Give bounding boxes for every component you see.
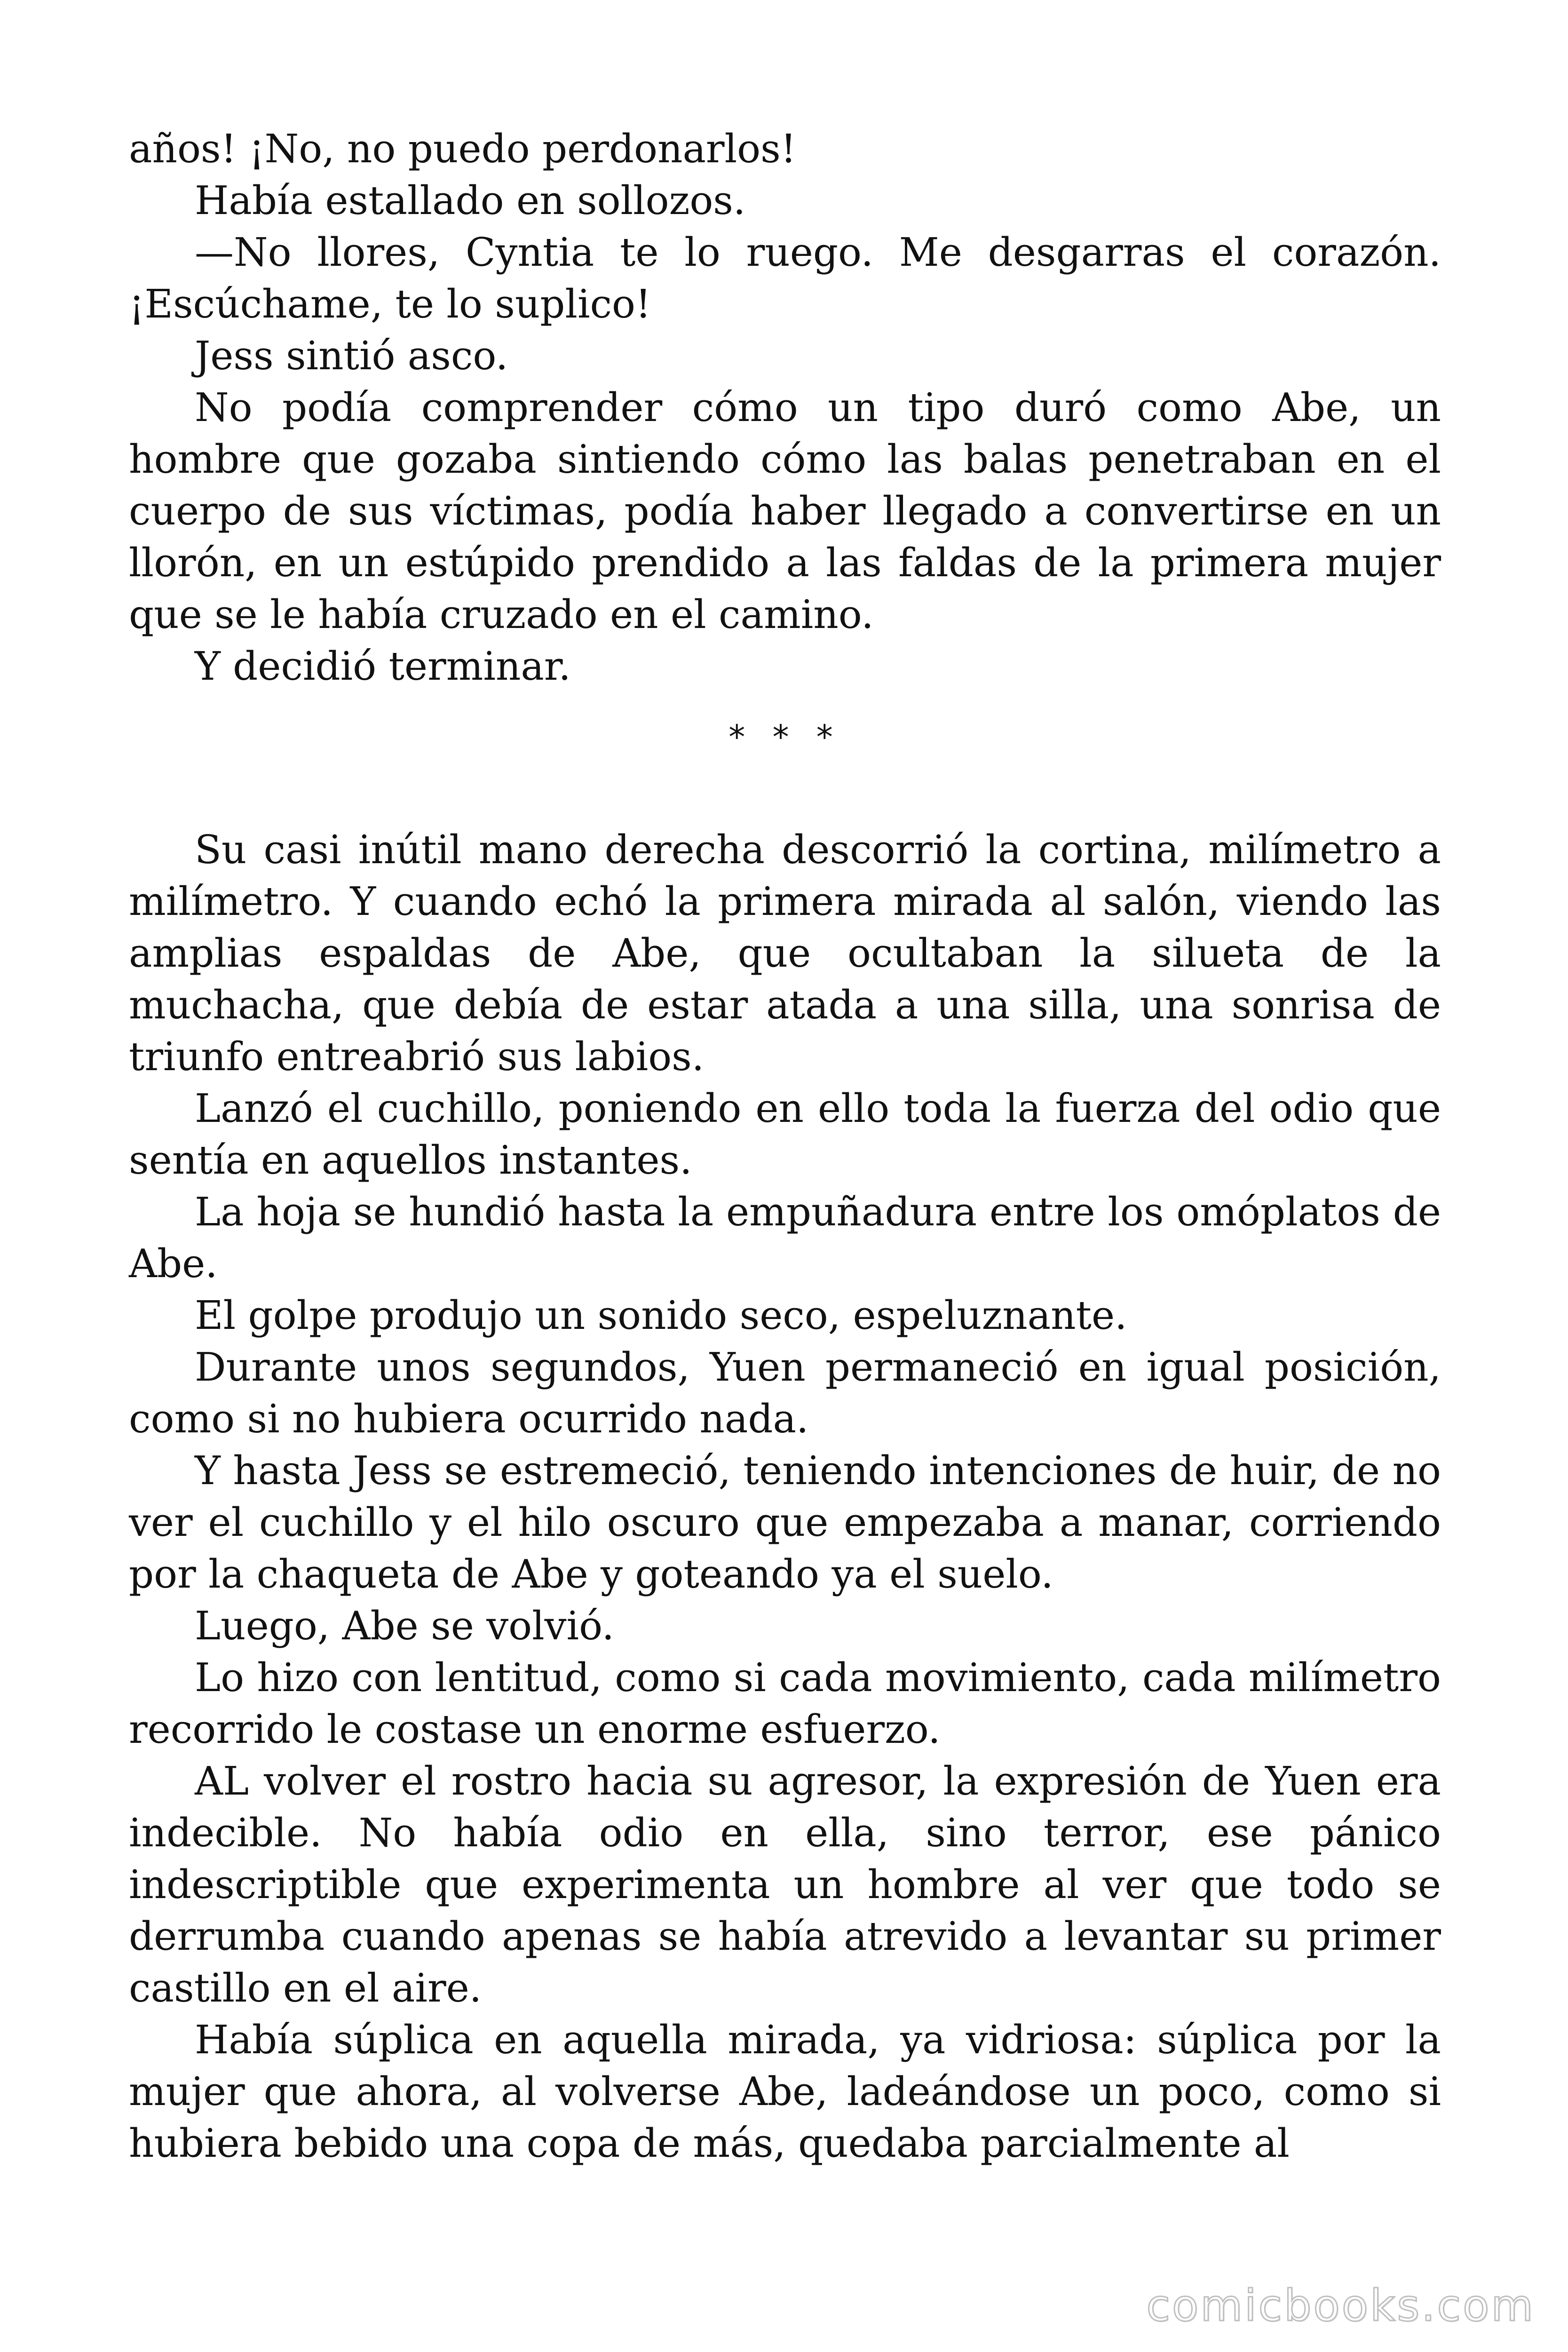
paragraph: Y hasta Jess se estremeció, teniendo intenciones de huir, de no ver el cuchillo y el hilo oscuro que empezaba a manar, corriendo por la chaqueta de Abe y goteando ya el suelo. (129, 1448, 1441, 1597)
paragraph: Luego, Abe se volvió. (195, 1603, 614, 1649)
paragraph: Había súplica en aquella mirada, ya vidriosa: súplica por la mujer que ahora, al volverse Abe, ladeándose un poco, como si hubiera bebido una copa de más, quedaba parcialmente al (129, 2017, 1441, 2166)
paragraph: El golpe produjo un sonido seco, espeluznante. (195, 1293, 1127, 1338)
paragraph: Y decidió terminar. (195, 644, 571, 689)
paragraph: años! ¡No, no puedo perdonarlos! (129, 126, 797, 172)
paragraph: No podía comprender cómo un tipo duró como Abe, un hombre que gozaba sintiendo cómo las balas penetraban en el cuerpo de sus víctimas, podía haber llegado a convertirse en un llorón, en un estúpido prendido a las faldas de la primera mujer que se le había cruzado en el camino. (129, 385, 1441, 637)
paragraph: Su casi inútil mano derecha descorrió la cortina, milímetro a milímetro. Y cuando echó la primera mirada al salón, viendo las amplias espaldas de Abe, que ocultaban la silueta de la muchacha, que debía de estar atada a una silla, una sonrisa de triunfo entreabrió sus labios. (129, 827, 1441, 1080)
watermark: comicbooks.com (1146, 2280, 1535, 2331)
paragraph: Lo hizo con lentitud, como si cada movimiento, cada milímetro recorrido le costase un enorme esfuerzo. (129, 1655, 1441, 1752)
section-separator: * * * (729, 718, 841, 756)
book-page (129, 123, 1441, 2169)
paragraph: Había estallado en sollozos. (195, 178, 746, 223)
paragraph: AL volver el rostro hacia su agresor, la expresión de Yuen era indecible. No había odio en ella, sino terror, ese pánico indescriptible que experimenta un hombre al ver que todo se derrumba cuando apenas se había atrevido a levantar su primer castillo en el aire. (129, 1758, 1441, 2011)
paragraph: La hoja se hundió hasta la empuñadura entre los omóplatos de Abe. (129, 1189, 1441, 1287)
paragraph: Lanzó el cuchillo, poniendo en ello toda la fuerza del odio que sentía en aquellos instantes. (129, 1086, 1441, 1183)
paragraph: Jess sintió asco. (195, 333, 508, 379)
paragraph: —No llores, Cyntia te lo ruego. Me desgarras el corazón. ¡Escúchame, te lo suplico! (129, 230, 1441, 327)
paragraph: Durante unos segundos, Yuen permaneció en igual posición, como si no hubiera ocurrido nada. (129, 1344, 1441, 1442)
